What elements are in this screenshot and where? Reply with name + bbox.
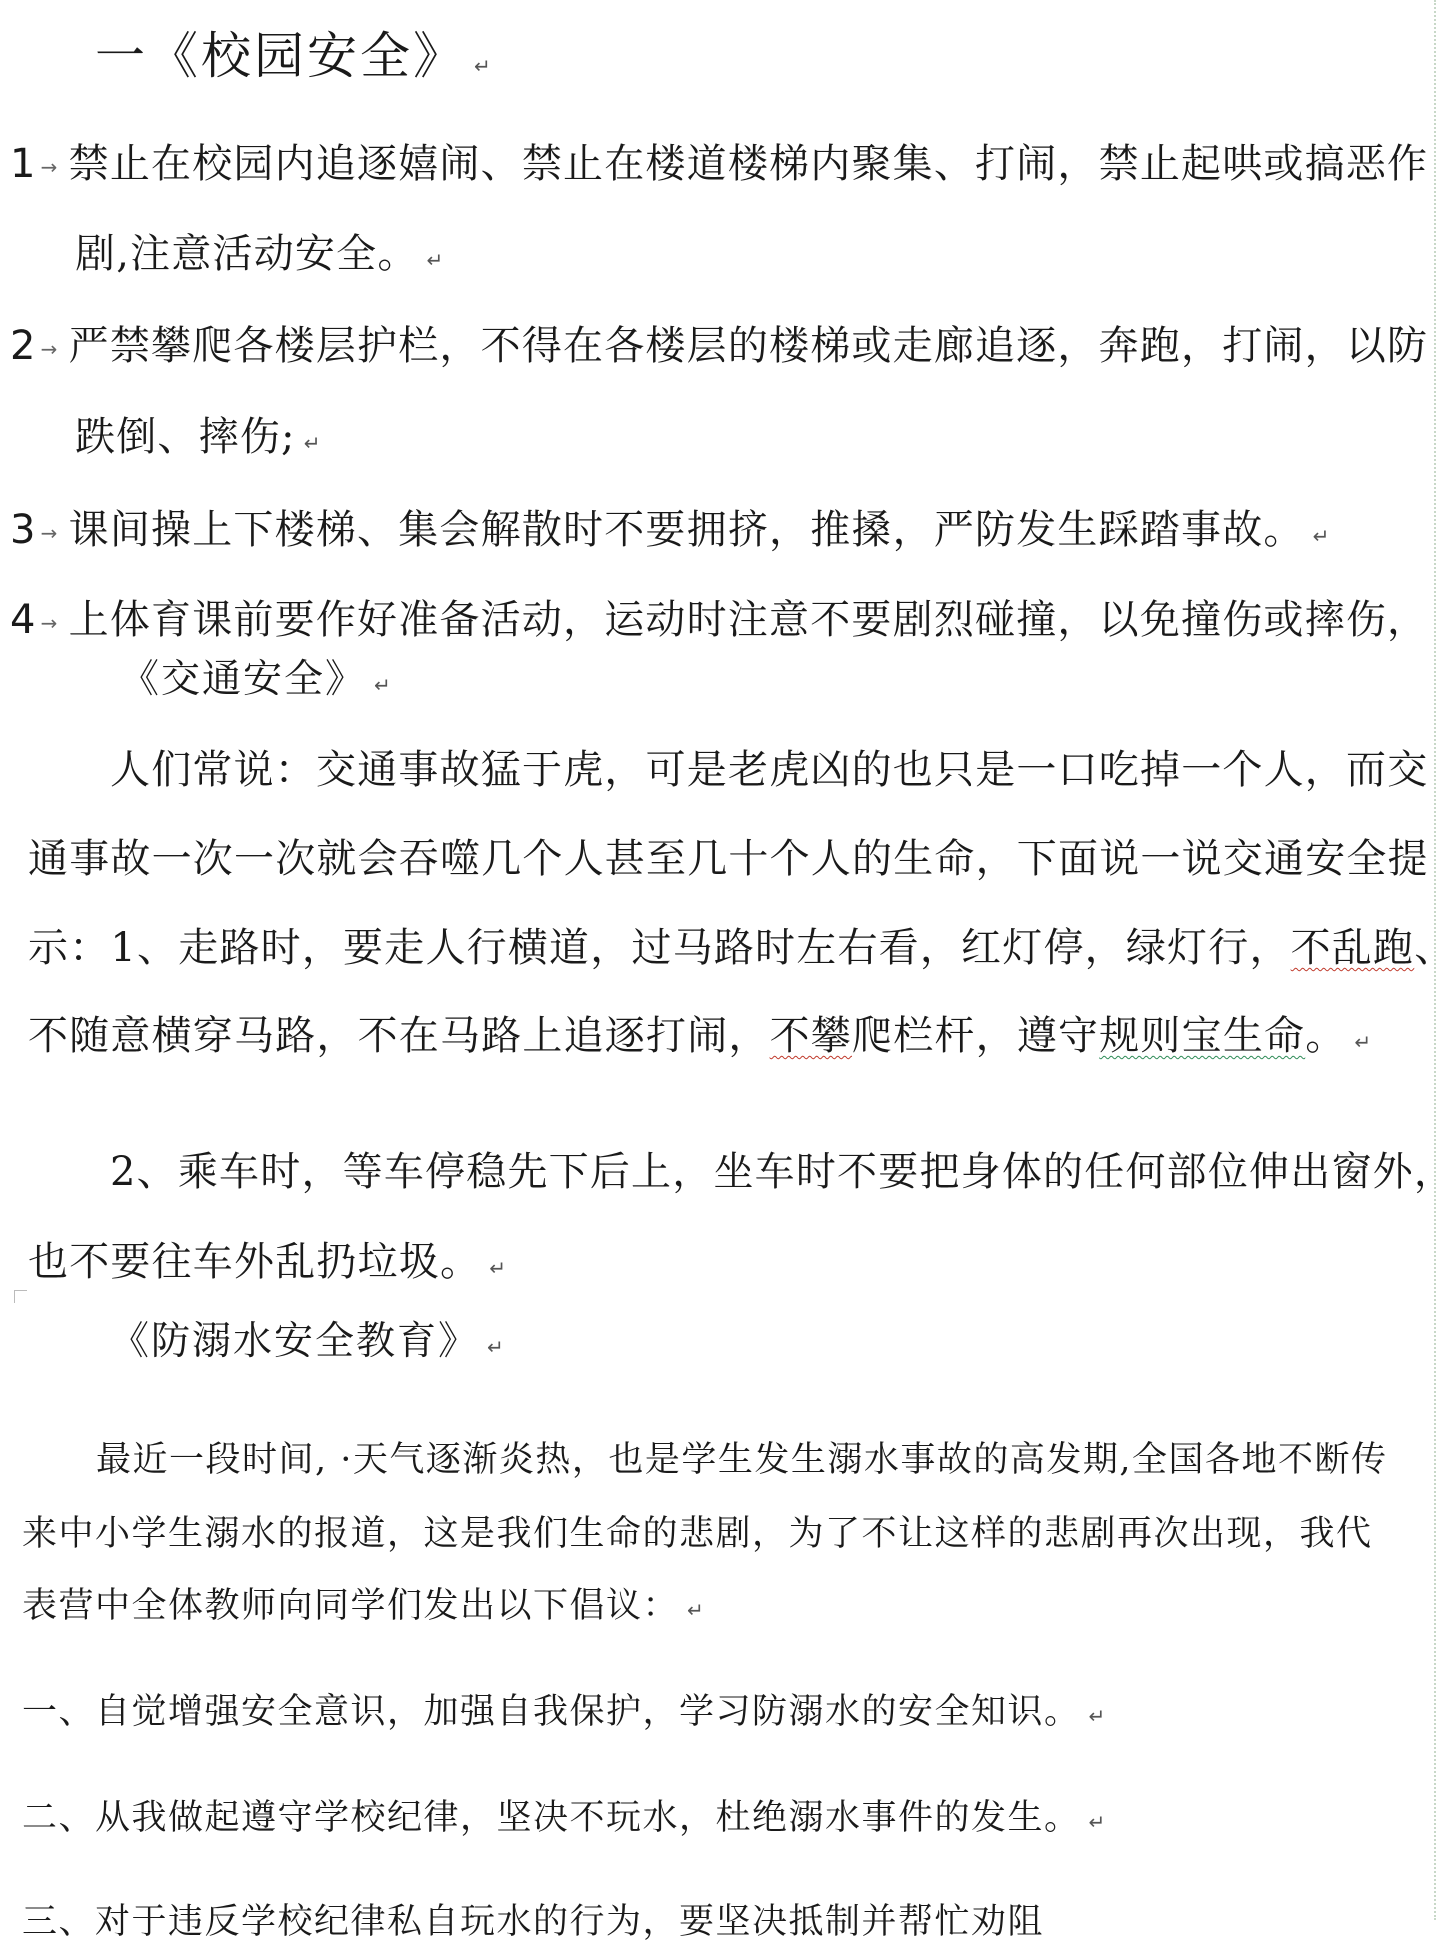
drowning-paragraph-line-2: 来中小学生溺水的报道，这是我们生命的悲剧，为了不让这样的悲剧再次出现，我代 bbox=[22, 1514, 1373, 1554]
drowning-item-3: 三、对于违反学校纪律私自玩水的行为，要坚决抵制并帮忙劝阻 bbox=[22, 1902, 1045, 1942]
tab-arrow-icon: → bbox=[40, 337, 59, 361]
tab-arrow-icon: → bbox=[40, 611, 59, 635]
drowning-item-1: 一、自觉增强安全意识，加强自我保护，学习防溺水的安全知识。 ↵ bbox=[22, 1692, 1107, 1732]
margin-corner-mark bbox=[14, 1290, 27, 1303]
drowning-paragraph-line-3: 表营中全体教师向同学们发出以下倡议： ↵ bbox=[22, 1586, 706, 1626]
campus-item-1-cont: 剧,注意活动安全。 ↵ bbox=[75, 231, 445, 277]
traffic-paragraph-line-4: 不随意横穿马路，不在马路上追逐打闹，不攀爬栏杆，遵守规则宝生命。 ↵ bbox=[28, 1013, 1373, 1059]
section-title-campus: 一《校园安全》 ↵ bbox=[95, 27, 494, 85]
tab-arrow-icon: → bbox=[40, 521, 59, 545]
traffic-paragraph-2-line-2: 也不要往车外乱扔垃圾。 ↵ bbox=[28, 1239, 508, 1285]
traffic-paragraph-line-1: 人们常说：交通事故猛于虎，可是老虎凶的也只是一口吃掉一个人，而交 bbox=[110, 747, 1429, 793]
traffic-paragraph-line-3: 示：1、走路时，要走人行横道，过马路时左右看，红灯停，绿灯行，不乱跑、 bbox=[28, 925, 1455, 971]
campus-item-2-cont: 跌倒、摔伤; ↵ bbox=[75, 414, 322, 460]
section-title-drowning: 《防溺水安全教育》 ↵ bbox=[110, 1319, 506, 1364]
drowning-paragraph-line-1: 最近一段时间, ·天气逐渐炎热，也是学生发生溺水事故的高发期,全国各地不断传 bbox=[96, 1440, 1388, 1480]
traffic-paragraph-2-line-1: 2、乘车时，等车停稳先下后上，坐车时不要把身体的任何部位伸出窗外， bbox=[110, 1149, 1455, 1195]
campus-item-4: 4 → 上体育课前要作好准备活动，运动时注意不要剧烈碰撞，以免撞伤或摔伤， bbox=[10, 597, 1429, 643]
spellcheck-underline: 不乱跑 bbox=[1290, 925, 1415, 971]
grammar-underline: 规则宝生命 bbox=[1099, 1013, 1306, 1059]
traffic-paragraph-line-2: 通事故一次一次就会吞噬几个人甚至几十个人的生命，下面说一说交通安全提 bbox=[28, 836, 1429, 882]
campus-item-2: 2 → 严禁攀爬各楼层护栏，不得在各楼层的楼梯或走廊追逐，奔跑，打闹，以防 bbox=[10, 323, 1429, 369]
spellcheck-underline: 不攀 bbox=[769, 1013, 853, 1059]
campus-item-3: 3 → 课间操上下楼梯、集会解散时不要拥挤，推搡，严防发生踩踏事故。 ↵ bbox=[10, 507, 1331, 553]
tab-arrow-icon: → bbox=[40, 155, 59, 179]
section-title-traffic: 《交通安全》 ↵ bbox=[120, 657, 393, 702]
drowning-item-2: 二、从我做起遵守学校纪律，坚决不玩水，杜绝溺水事件的发生。 ↵ bbox=[22, 1798, 1107, 1838]
campus-item-1: 1 → 禁止在校园内追逐嬉闹、禁止在楼道楼梯内聚集、打闹，禁止起哄或搞恶作 bbox=[10, 141, 1429, 187]
